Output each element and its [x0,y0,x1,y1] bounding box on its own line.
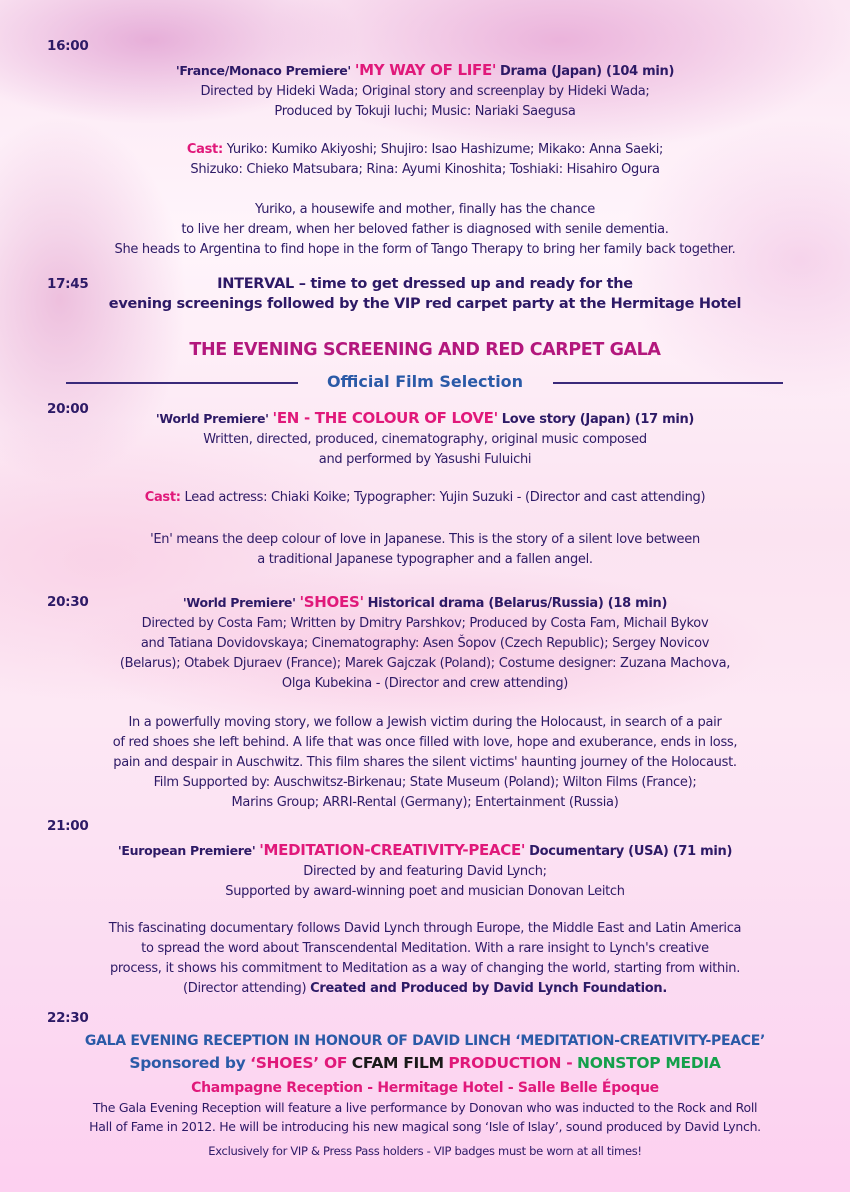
cast-line: Shizuko: Chieko Matsubara; Rina: Ayumi Kinoshita; Toshiaki: Hisahiro Ogura [190,162,660,177]
film-info: Historical drama (Belarus/Russia) (18 min) [367,596,668,611]
screening-meditation-creativity-peace [0,840,850,902]
premiere-label: 'European Premiere' [117,843,256,858]
synopsis-line: She heads to Argentina to find hope in the form of Tango Therapy to bring her family back together. [114,242,736,257]
credits-line: Supported by award-winning poet and musician Donovan Leitch [225,884,625,899]
cast-label: Cast: [186,142,223,157]
film-title-line [0,408,850,430]
credits-line: and Tatiana Dovidovskaya; Cinematography: Asen Šopov (Czech Republic); Sergey Novicov [140,636,710,651]
sponsor-line: Sponsored by ‘SHOES’ OF CFAM FILM PRODUCTION - NONSTOP MEDIA [129,1054,721,1072]
cast-line: Yuriko: Kumiko Akiyoshi; Shujiro: Isao Hashizume; Mikako: Anna Saeki; [226,142,664,157]
film-title-line [0,840,850,862]
premiere-label: 'World Premiere' [182,595,296,610]
credits-line: Directed by Hideki Wada; Original story and screenplay by Hideki Wada; [200,84,650,99]
synopsis-line: Film Supported by: Auschwitsz-Birkenau; State Museum (Poland); Wilton Films (France); [153,775,697,790]
cast-line: Lead actress: Chiaki Koike; Typographer: Yujin Suzuki - (Director and cast attending) [184,490,706,505]
time-2030: 20:30 [47,594,89,610]
credits-line: Written, directed, produced, cinematography, original music composed [203,432,647,447]
film-info: Documentary (USA) (71 min) [529,844,733,859]
film-title: 'MY WAY OF LIFE' [354,61,497,79]
film-info: Love story (Japan) (17 min) [501,412,695,427]
synopsis-block [0,919,850,999]
synopsis-line: Marins Group; ARRI-Rental (Germany); Entertainment (Russia) [231,795,619,810]
credits-line: and performed by Yasushi Fuluichi [318,452,532,467]
credits-line: Directed by and featuring David Lynch; [303,864,547,879]
foundation-credit: Created and Produced by David Lynch Foundation. [310,981,667,996]
synopsis-line: a traditional Japanese typographer and a fallen angel. [257,552,593,567]
time-2000: 20:00 [47,401,89,417]
synopsis-line: This fascinating documentary follows David Lynch through Europe, the Middle East and Latin America [108,921,742,936]
cast-label: Cast: [144,490,181,505]
premiere-label: 'World Premiere' [155,411,269,426]
film-title: 'MEDITATION-CREATIVITY-PEACE' [259,841,526,859]
synopsis-line: Yuriko, a housewife and mother, finally has the chance [255,202,595,217]
gala-reception [0,1031,850,1161]
synopsis-block [0,713,850,813]
screening-my-way-of-life [0,60,850,122]
screening-en-colour-of-love [0,408,850,470]
credits-line: Directed by Costa Fam; Written by Dmitry Parshkov; Produced by Costa Fam, Michail Bykov [141,616,709,631]
reception-description: Hall of Fame in 2012. He will be introducing his new magical song ‘Isle of Islay’, sound produced by David Lynch. [89,1119,761,1134]
synopsis-block [0,200,850,260]
synopsis-line: pain and despair in Auschwitz. This film shares the silent victims' haunting journey of the Holocaust. [113,755,737,770]
synopsis-block [0,530,850,570]
time-2100: 21:00 [47,818,89,834]
gala-title: GALA EVENING RECEPTION IN HONOUR OF DAVID LINCH ‘MEDITATION-CREATIVITY-PEACE’ [84,1033,766,1049]
film-title-line [0,60,850,82]
reception-description: The Gala Evening Reception will feature a live performance by Donovan who was inducted to the Rock and Roll [92,1100,758,1115]
time-2230: 22:30 [47,1010,89,1026]
synopsis-line: (Director attending) Created and Produced by David Lynch Foundation. [183,981,667,996]
official-film-selection: Official Film Selection [326,372,524,391]
credits-line: Olga Kubekina - (Director and crew attending) [281,676,569,691]
vip-notice: Exclusively for VIP & Press Pass holders - VIP badges must be worn at all times! [208,1144,642,1158]
premiere-label: 'France/Monaco Premiere' [175,63,351,78]
cast-block [0,488,850,508]
credits-line: Produced by Tokuji Iuchi; Music: Nariaki Saegusa [274,104,576,119]
film-title: 'EN - THE COLOUR OF LOVE' [272,409,498,427]
time-1600: 16:00 [47,38,89,54]
film-title: 'SHOES' [299,593,364,611]
time-1745: 17:45 [47,276,89,292]
interval-block [0,274,850,314]
screening-shoes [0,592,850,694]
section-title: THE EVENING SCREENING AND RED CARPET GALA [189,340,661,360]
synopsis-line: to live her dream, when her beloved father is diagnosed with senile dementia. [181,222,669,237]
credits-line: (Belarus); Otabek Djuraev (France); Marek Gajczak (Poland); Costume designer: Zuzana Machova, [119,656,731,671]
synopsis-line: process, it shows his commitment to Meditation as a way of changing the world, starting from within. [109,961,741,976]
cast-block [0,140,850,180]
interval-line: INTERVAL – time to get dressed up and ready for the [217,276,633,292]
venue: Champagne Reception - Hermitage Hotel - Salle Belle Époque [191,1080,659,1096]
synopsis-line: of red shoes she left behind. A life that was once filled with love, hope and exuberance, ends in loss, [112,735,738,750]
film-info: Drama (Japan) (104 min) [500,64,675,79]
synopsis-line: In a powerfully moving story, we follow a Jewish victim during the Holocaust, in search of a pair [128,715,722,730]
film-title-line [0,592,850,614]
interval-line: evening screenings followed by the VIP red carpet party at the Hermitage Hotel [108,296,742,312]
synopsis-line: to spread the word about Transcendental Meditation. With a rare insight to Lynch's creative [141,941,709,956]
synopsis-line: 'En' means the deep colour of love in Japanese. This is the story of a silent love between [150,532,700,547]
